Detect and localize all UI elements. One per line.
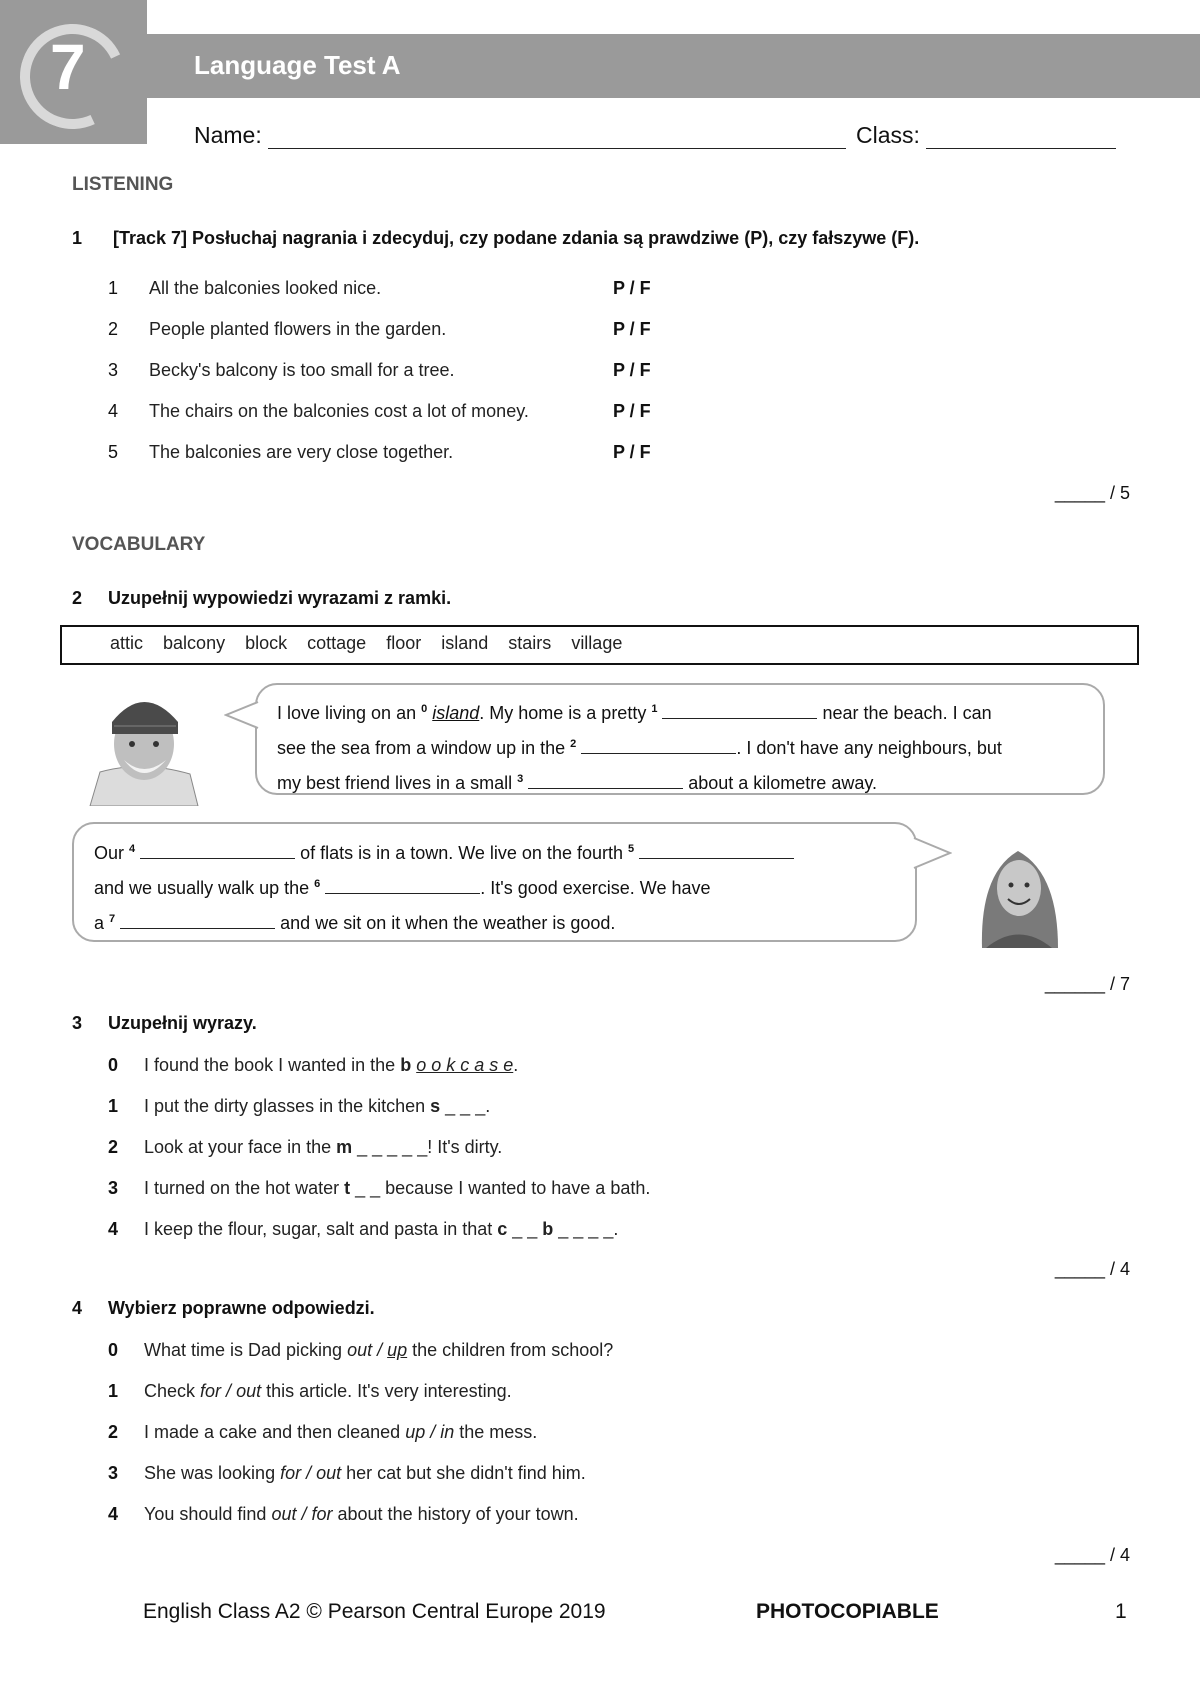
list-item[interactable]: 3 I turned on the hot water t _ _ because I wanted to have a bath. — [108, 1178, 651, 1198]
list-item[interactable]: 2 I made a cake and then cleaned up / in the mess. — [108, 1422, 538, 1442]
name-field[interactable] — [194, 122, 846, 149]
blank-6[interactable] — [325, 877, 480, 894]
true-false-choice[interactable]: P / F — [613, 401, 651, 421]
page-title: Language Test A — [194, 50, 401, 80]
task-3-items — [108, 1055, 1008, 1260]
footer-copyright: English Class A2 © Pearson Central Europe 2019 — [143, 1600, 606, 1623]
list-item[interactable]: 1 I put the dirty glasses in the kitchen s _ _ _. — [108, 1096, 491, 1116]
blank-1[interactable] — [662, 702, 817, 719]
list-item: 5 The balconies are very close together. P / F — [108, 442, 651, 462]
example-answer: island — [432, 703, 480, 723]
list-item: 4 The chairs on the balconies cost a lot of money. P / F — [108, 401, 651, 421]
section-listening: LISTENING — [72, 174, 174, 195]
example-answer: o o k c a s e — [416, 1055, 514, 1075]
name-label: Name: — [194, 122, 262, 148]
score-task-4: _____ / 4 — [1054, 1545, 1130, 1565]
blank-2[interactable] — [581, 737, 736, 754]
list-item: 0 What time is Dad picking out / up the children from school? — [108, 1340, 614, 1360]
girl-photo — [960, 833, 1078, 948]
task-4-instruction: Wybierz poprawne odpowiedzi. — [108, 1298, 375, 1318]
word-item: island — [441, 633, 489, 653]
old-man-photo — [80, 682, 205, 806]
footer-photocopiable: PHOTOCOPIABLE — [756, 1600, 939, 1623]
bubble-2-text: Our $^4$ of flats is in a town. We live on the fourth $^5$ and we usually walk up the $^6$ . It's good exercise. We have a $^7$ and we sit on it when the weather is good. — [94, 834, 904, 939]
word-item: block — [245, 633, 288, 653]
section-vocabulary: VOCABULARY — [72, 534, 206, 555]
true-false-choice[interactable]: P / F — [613, 442, 651, 462]
example-answer: up — [387, 1340, 408, 1360]
word-box — [60, 625, 1139, 665]
bubble-2-pointer — [912, 836, 952, 870]
bubble-1-text: I love living on an $^0$ island. My home is a pretty $^1$ near the beach. I can see the sea from a window up in the $^2$ . I don't have any neighbours, but my best friend lives in a small $^3$ about a kilometre away. — [277, 703, 1002, 793]
score-task-2: ______ / 7 — [1044, 974, 1130, 994]
task-3-instruction: Uzupełnij wyrazy. — [108, 1013, 257, 1033]
task-4-number: 4 — [72, 1298, 83, 1318]
word-item: attic — [110, 633, 144, 653]
name-line[interactable] — [268, 126, 846, 149]
list-item: 2 People planted flowers in the garden. P / F — [108, 319, 651, 339]
task-2-instruction: Uzupełnij wypowiedzi wyrazami z ramki. — [108, 588, 452, 608]
list-item: 0 I found the book I wanted in the b o o k c a s e. — [108, 1055, 519, 1075]
bubble-1-pointer — [224, 700, 260, 730]
listening-items — [108, 278, 708, 483]
list-item[interactable]: 2 Look at your face in the m _ _ _ _ _! It's dirty. — [108, 1137, 503, 1157]
list-item[interactable]: 4 You should find out / for about the history of your town. — [108, 1504, 579, 1524]
task-4-items — [108, 1340, 1008, 1545]
blank-4[interactable] — [140, 842, 295, 859]
blank-5[interactable] — [639, 842, 794, 859]
task-1-number: 1 — [72, 228, 83, 248]
blank-7[interactable] — [120, 912, 275, 929]
word-list — [110, 633, 622, 654]
list-item[interactable]: 1 Check for / out this article. It's very interesting. — [108, 1381, 512, 1401]
list-item[interactable]: 4 I keep the flour, sugar, salt and pasta in that c _ _ b _ _ _ _. — [108, 1219, 619, 1239]
score-task-3: _____ / 4 — [1054, 1259, 1130, 1279]
word-item: stairs — [508, 633, 552, 653]
task-2-number: 2 — [72, 588, 83, 608]
class-field[interactable] — [856, 122, 1116, 149]
list-item: 3 Becky's balcony is too small for a tree. P / F — [108, 360, 651, 380]
true-false-choice[interactable]: P / F — [613, 319, 651, 339]
list-item: 1 All the balconies looked nice. P / F — [108, 278, 651, 298]
task-3-number: 3 — [72, 1013, 83, 1033]
word-item: floor — [386, 633, 422, 653]
word-item: cottage — [307, 633, 367, 653]
page-number: 1 — [1115, 1600, 1127, 1623]
blank-3[interactable] — [528, 772, 683, 789]
true-false-choice[interactable]: P / F — [613, 278, 651, 298]
true-false-choice[interactable]: P / F — [613, 360, 651, 380]
list-item[interactable]: 3 She was looking for / out her cat but she didn't find him. — [108, 1463, 586, 1483]
word-item: balcony — [163, 633, 226, 653]
word-item: village — [571, 633, 623, 653]
class-label: Class: — [856, 122, 920, 148]
unit-number: 7 — [50, 31, 86, 103]
score-task-1: _____ / 5 — [1054, 483, 1130, 503]
task-1-instruction: [Track 7] Posłuchaj nagrania i zdecyduj, czy podane zdania są prawdziwe (P), czy fałszywe (F). — [113, 228, 920, 248]
class-line[interactable] — [926, 126, 1116, 149]
